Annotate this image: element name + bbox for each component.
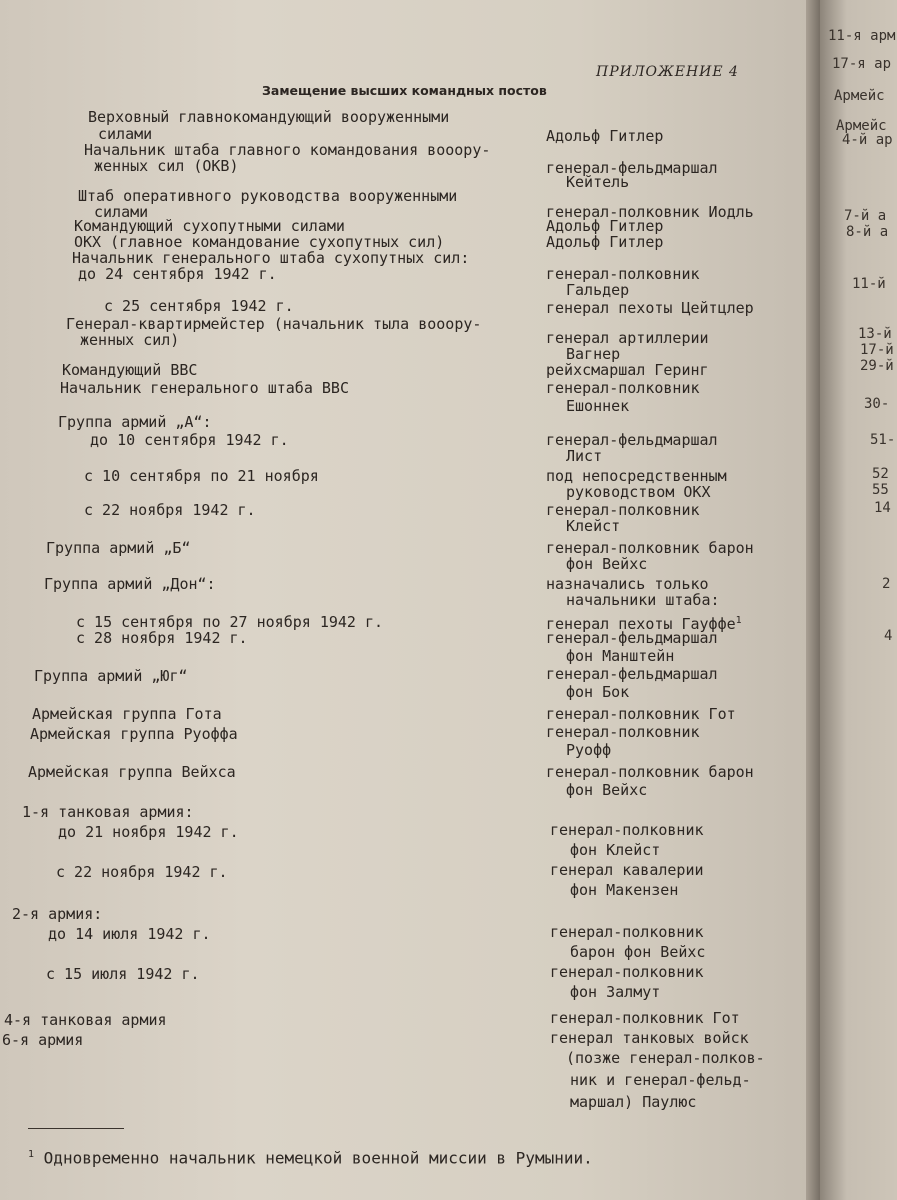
right-line: генерал-фельдмаршал: [546, 159, 718, 177]
right-line: Руофф: [566, 741, 612, 759]
right-line: генерал-полковник Гот: [546, 705, 736, 723]
left-line: силами: [94, 203, 149, 221]
right-line: начальники штаба:: [566, 591, 720, 609]
left-line: Группа армий „А“:: [58, 413, 212, 431]
right-line: фон Вейхс: [566, 555, 648, 573]
right-line: Адольф Гитлер: [546, 217, 664, 235]
left-line: до 14 июля 1942 г.: [48, 925, 211, 943]
left-line: женных сил (ОКВ): [94, 157, 239, 175]
right-line: генерал-фельдмаршал: [546, 629, 718, 647]
left-line: Армейская группа Руоффа: [30, 725, 238, 743]
right-line: фон Манштейн: [566, 647, 675, 665]
left-line: Командующий сухопутными силами: [74, 217, 345, 235]
right-line: фон Залмут: [570, 983, 661, 1001]
right-line: барон фон Вейхс: [570, 943, 706, 961]
right-line: генерал-полковник Гот: [550, 1009, 740, 1027]
right-line: ник и генерал-фельд-: [570, 1071, 751, 1089]
facing-page-fragment: 55: [872, 482, 889, 498]
right-line: рейхсмаршал Геринг: [546, 361, 709, 379]
facing-page-fragment: 17-я ар: [832, 56, 892, 72]
facing-page-fragment: Армейс: [836, 118, 887, 134]
right-line: генерал кавалерии: [550, 861, 704, 879]
left-line: до 10 сентября 1942 г.: [90, 431, 289, 449]
facing-page-fragment: 11-й: [852, 276, 886, 292]
right-line: фон Клейст: [570, 841, 661, 859]
footnote-ref: 1: [735, 615, 742, 626]
footnote-divider: [28, 1128, 124, 1129]
right-line: генерал-полковник: [550, 821, 704, 839]
facing-page-fragment: 13-й: [858, 326, 892, 342]
right-line: генерал-полковник: [546, 501, 700, 519]
left-line: 1-я танковая армия:: [22, 803, 194, 821]
footnote-marker: 1: [28, 1149, 35, 1160]
left-line: силами: [98, 125, 153, 143]
right-line: генерал-полковник Иодль: [546, 203, 754, 221]
left-line: с 25 сентября 1942 г.: [104, 297, 294, 315]
right-line: Адольф Гитлер: [546, 127, 664, 145]
right-line: генерал-полковник: [546, 723, 700, 741]
left-line: Начальник генерального штаба сухопутных сил:: [72, 249, 470, 267]
right-line: фон Вейхс: [566, 781, 648, 799]
left-line: Командующий ВВС: [62, 361, 198, 379]
facing-page-fragment: 4-й ар: [842, 132, 893, 148]
left-line: с 22 ноября 1942 г.: [84, 501, 256, 519]
facing-page: [820, 0, 897, 1200]
left-line: с 22 ноября 1942 г.: [56, 863, 228, 881]
left-line: Группа армий „Дон“:: [44, 575, 216, 593]
left-line: Армейская группа Гота: [32, 705, 222, 723]
right-line: Гальдер: [566, 281, 630, 299]
left-line: Штаб оперативного руководства вооруженными: [78, 187, 458, 205]
facing-page-fragment: 4: [884, 628, 893, 644]
facing-page-fragment: 7-й а: [844, 208, 887, 224]
left-line: до 24 сентября 1942 г.: [78, 265, 277, 283]
left-line: Верховный главнокомандующий вооруженными: [88, 108, 450, 126]
right-line: генерал-полковник барон: [546, 539, 754, 557]
right-line: Вагнер: [566, 345, 621, 363]
facing-page-fragment: 30-: [864, 396, 890, 412]
right-line: генерал-полковник: [550, 923, 704, 941]
right-line: фон Макензен: [570, 881, 679, 899]
right-line: Кейтель: [566, 173, 630, 191]
right-line: генерал-полковник барон: [546, 763, 754, 781]
facing-page-fragment: 29-й: [860, 358, 894, 374]
right-line: генерал-полковник: [550, 963, 704, 981]
facing-page-fragment: Армейс: [834, 88, 885, 104]
right-line: назначались только: [546, 575, 709, 593]
right-line: Ешоннек: [566, 397, 630, 415]
left-line: 4-я танковая армия: [4, 1011, 167, 1029]
right-line: генерал артиллерии: [546, 329, 709, 347]
right-line: генерал танковых войск: [550, 1029, 749, 1047]
left-line: женных сил): [80, 331, 180, 349]
left-line: с 10 сентября по 21 ноября: [84, 467, 319, 485]
right-line-text: генерал пехоты Гауффе: [546, 615, 736, 633]
right-line: маршал) Паулюс: [570, 1093, 697, 1111]
facing-page-fragment: 2: [882, 576, 891, 592]
footnote-text: Одновременно начальник немецкой военной миссии в Румынии.: [43, 1148, 593, 1168]
right-line: под непосредственным: [546, 467, 727, 485]
right-line: Адольф Гитлер: [546, 233, 664, 251]
right-line: генерал-полковник: [546, 379, 700, 397]
right-line: генерал-фельдмаршал: [546, 665, 718, 683]
facing-page-fragment: 52: [872, 466, 889, 482]
left-line: Армейская группа Вейхса: [28, 763, 236, 781]
left-line: Начальник штаба главного командования вооору-: [84, 141, 491, 159]
left-line: Группа армий „Юг“: [34, 667, 188, 685]
left-line: с 28 ноября 1942 г.: [76, 629, 248, 647]
left-line: 2-я армия:: [12, 905, 103, 923]
right-line: руководством ОКХ: [566, 483, 711, 501]
facing-page-fragment: 51-: [870, 432, 896, 448]
facing-page-fragment: 17-й: [860, 342, 894, 358]
right-line: Клейст: [566, 517, 621, 535]
left-line: до 21 ноября 1942 г.: [58, 823, 239, 841]
appendix-label: ПРИЛОЖЕНИЕ 4: [596, 64, 739, 80]
right-line: (позже генерал-полков-: [566, 1049, 765, 1067]
right-line: Лист: [566, 447, 603, 465]
left-line: ОКХ (главное командование сухопутных сил): [74, 233, 445, 251]
page-title: Замещение высших командных постов: [262, 83, 547, 98]
footnote: [28, 1146, 593, 1166]
facing-page-fragment: 11-я арм: [828, 28, 896, 44]
facing-page-fragment: 8-й а: [846, 224, 889, 240]
left-line: Группа армий „Б“: [46, 539, 191, 557]
right-line: генерал-фельдмаршал: [546, 431, 718, 449]
left-line: с 15 сентября по 27 ноября 1942 г.: [76, 613, 384, 631]
left-line: 6-я армия: [2, 1031, 84, 1049]
left-line: Начальник генерального штаба ВВС: [60, 379, 349, 397]
left-line: Генерал-квартирмейстер (начальник тыла вооору-: [66, 315, 482, 333]
facing-page-fragment: 14: [874, 500, 891, 516]
right-line: фон Бок: [566, 683, 630, 701]
left-line: с 15 июля 1942 г.: [46, 965, 200, 983]
right-line: генерал пехоты Цейтцлер: [546, 299, 754, 317]
right-line: генерал-полковник: [546, 265, 700, 283]
